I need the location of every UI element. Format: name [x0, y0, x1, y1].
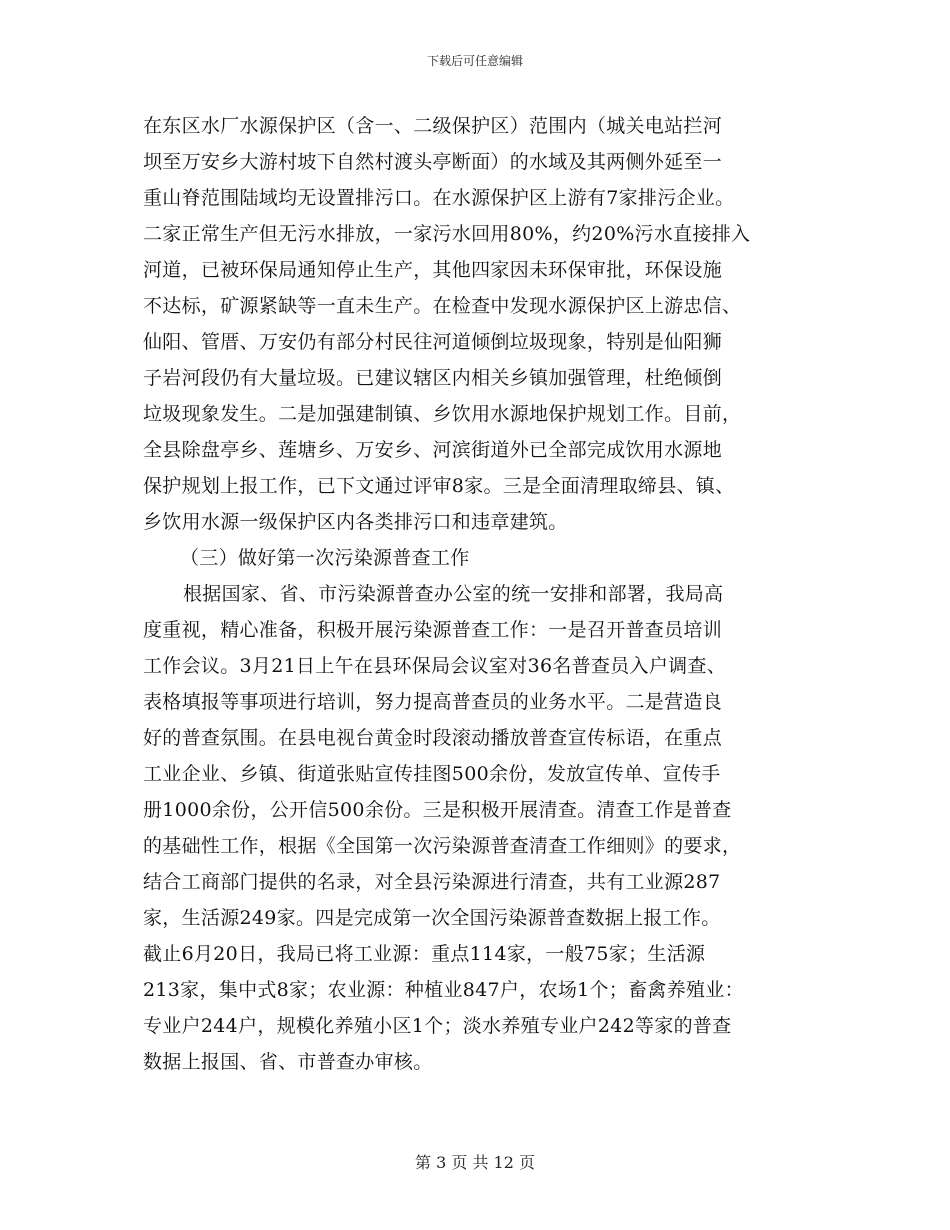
text-line: 全县除盘亭乡、莲塘乡、万安乡、河滨街道外已全部完成饮用水源地 — [143, 439, 723, 461]
text-line: 坝至万安乡大游村坡下自然村渡头亭断面）的水域及其两侧外延至一 — [143, 151, 723, 173]
text-line: 数据上报国、省、市普查办审核。 — [143, 1051, 433, 1073]
text-line: 垃圾现象发生。二是加强建制镇、乡饮用水源地保护规划工作。目前， — [143, 403, 742, 425]
text-line: 册1000余份，公开信500余份。三是积极开展清查。清查工作是普查 — [143, 799, 732, 821]
page-footer: 第 3 页 共 12 页 — [415, 1153, 535, 1172]
text-line: 重山脊范围陆域均无设置排污口。在水源保护区上游有7家排污企业。 — [143, 187, 735, 209]
text-line: 二家正常生产但无污水排放，一家污水回用80%，约20%污水直接排入 — [143, 223, 751, 245]
text-line: 度重视，精心准备，积极开展污染源普查工作：一是召开普查员培训 — [143, 619, 723, 641]
section-heading: （三）做好第一次污染源普查工作 — [180, 547, 470, 569]
paragraph-first-line: 根据国家、省、市污染源普查办公室的统一安排和部署，我局高 — [183, 583, 724, 605]
text-line: 工作会议。3月21日上午在县环保局会议室对36名普查员入户调查、 — [143, 655, 727, 677]
text-line: 仙阳、管厝、万安仍有部分村民往河道倾倒垃圾现象，特别是仙阳狮 — [143, 331, 723, 353]
document-body — [143, 108, 813, 1080]
text-line: 好的普查氛围。在县电视台黄金时段滚动播放普查宣传标语，在重点 — [143, 727, 723, 749]
page-header: 下载后可任意编辑 — [426, 54, 523, 68]
text-line: 表格填报等事项进行培训，努力提高普查员的业务水平。二是营造良 — [143, 691, 723, 713]
text-line: 专业户244户，规模化养殖小区1个；淡水养殖专业户242等家的普查 — [143, 1015, 732, 1037]
text-line: 的基础性工作，根据《全国第一次污染源普查清查工作细则》的要求， — [143, 835, 742, 857]
text-line: 家，生活源249家。四是完成第一次全国污染源普查数据上报工作。 — [143, 907, 721, 929]
text-line: 子岩河段仍有大量垃圾。已建议辖区内相关乡镇加强管理，杜绝倾倒 — [143, 367, 723, 389]
text-line: 乡饮用水源一级保护区内各类排污口和违章建筑。 — [143, 511, 568, 533]
text-line: 工业企业、乡镇、街道张贴宣传挂图500余份，发放宣传单、宣传手 — [143, 763, 721, 785]
text-line: 保护规划上报工作，已下文通过评审8家。三是全面清理取缔县、镇、 — [143, 475, 735, 497]
text-line: 213家，集中式8家；农业源：种植业847户，农场1个；畜禽养殖业： — [143, 979, 744, 1001]
text-line: 截止6月20日，我局已将工业源：重点114家，一般75家；生活源 — [143, 943, 706, 965]
text-line: 河道，已被环保局通知停止生产，其他四家因未环保审批，环保设施 — [143, 259, 723, 281]
text-line: 结合工商部门提供的名录，对全县污染源进行清查，共有工业源287 — [143, 871, 721, 893]
text-line: 不达标，矿源紧缺等一直未生产。在检查中发现水源保护区上游忠信、 — [143, 295, 742, 317]
text-line: 在东区水厂水源保护区（含一、二级保护区）范围内（城关电站拦河 — [143, 115, 723, 137]
